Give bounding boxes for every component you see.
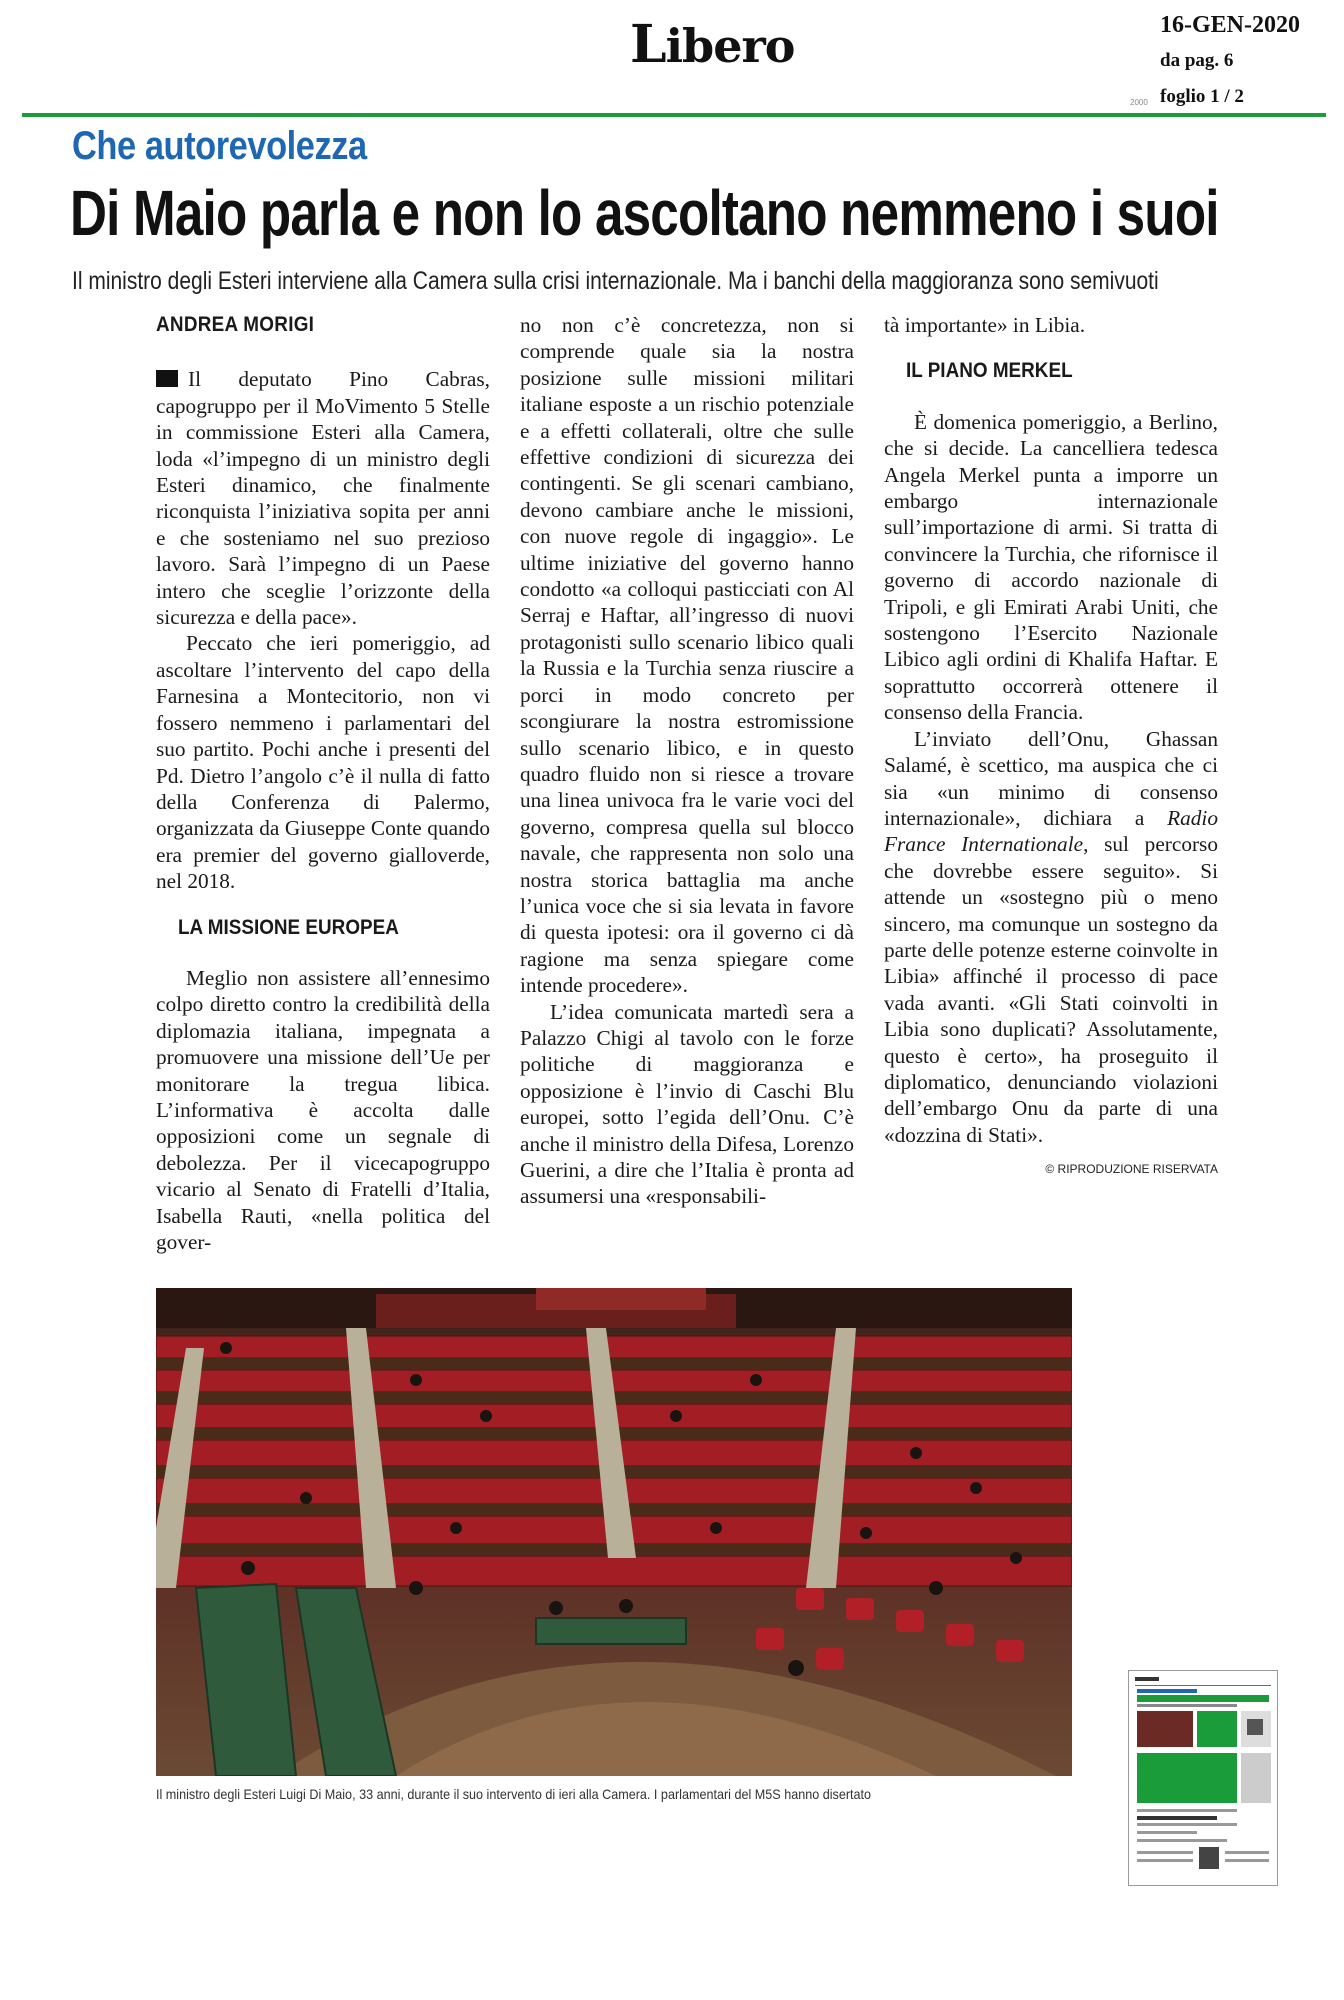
paragraph: Peccato che ieri pomeriggio, ad ascoltare l’intervento del capo della Farnesina a Montecitorio, non vi fossero nemmeno i parlamentari del suo partito. Pochi anche i presenti del Pd. Dietro l’angolo c’è il nulla di fatto della Conferenza di Palermo, organizzata da Giuseppe Conte quando era premier del governo gialloverde, nel 2018. <box>156 631 490 894</box>
paragraph-text: , sul percorso che dovrebbe essere seguito». Si attende un «sostegno più o meno sincero, ma comunque un sostegno da parte delle potenze esterne coinvolte in Libia» affinché il processo di pace vada avanti. «Gli Stati coinvolti in Libia sono duplicati? Assolutamente, questo è certo», ha proseguito il diplomatico, denunciando violazioni dell’embargo Onu da parte di una «dozzina di Stati». <box>884 832 1218 1147</box>
newspaper-logo: Libero <box>630 14 795 75</box>
tiny-code: 2000 <box>1130 98 1148 107</box>
paragraph-text: Il deputato Pino Cabras, capogruppo per il MoVimento 5 Stelle in commissione Esteri alla Camera, loda «l’impegno di un ministro degli Esteri dinamico, che finalmente riconquista l’iniziativa sopita per anni e che sosteniamo nel suo prezioso lavoro. Sarà l’impegno di un Paese intero che sceglie l’orizzonte della sicurezza e della pace». <box>156 367 490 630</box>
section-heading: IL PIANO MERKEL <box>906 359 1073 383</box>
logo-rest: ibero <box>665 19 795 73</box>
article-subhead: Il ministro degli Esteri interviene alla Camera sulla crisi internazionale. Ma i banchi della maggioranza sono semivuoti <box>72 267 1159 295</box>
paragraph: È domenica pomeriggio, a Berlino, che si decide. La cancelliera tedesca Angela Merkel punta a imporre un embargo internazionale sull’importazione di armi. Si tratta di convincere la Turchia, che rifornisce il governo di accordo nazionale di Tripoli, e gli Emirati Arabi Uniti, che sostengono l’Esercito Nazionale Libico agli ordini di Khalifa Haftar. E soprattutto occorrerà ottenere il consenso della Francia. <box>884 409 1218 725</box>
paragraph: Meglio non assistere all’ennesimo colpo diretto contro la credibilità della diplomazia italiana, impegnata a promuovere una missione dell’Ue per monitorare la tregua libica. L’informativa è accolta dalle opposizioni come un segnale di debolezza. Per il vicecapogruppo vicario al Senato di Fratelli d’Italia, Isabella Rauti, «nella politica del gover- <box>156 965 490 1254</box>
page-reference: da pag. 6 <box>1160 50 1234 71</box>
section-heading: LA MISSIONE EUROPEA <box>178 915 399 939</box>
byline: ANDREA MORIGI <box>156 313 315 336</box>
photo-caption: Il ministro degli Esteri Luigi Di Maio, 33 anni, durante il suo intervento di ieri alla Camera. I parlamentari del M5S hanno disertato <box>156 1786 872 1802</box>
header-rule <box>22 113 1326 117</box>
paragraph-text: L’inviato dell’Onu, Ghassan Salamé, è scettico, ma auspica che ci sia «un minimo di consenso internazionale», dichiara a <box>884 726 1218 830</box>
copyright-notice: © RIPRODUZIONE RISERVATA <box>1045 1162 1218 1177</box>
paragraph <box>884 726 1218 1149</box>
paragraph: tà importante» in Libia. <box>884 313 1086 337</box>
issue-date: 16-GEN-2020 <box>1160 12 1300 38</box>
chamber-photo <box>156 1288 1072 1776</box>
article-kicker: Che autorevolezza <box>72 124 367 168</box>
article-column-3 <box>884 312 1218 1183</box>
article-column-1 <box>156 312 490 1255</box>
paragraph: no non c’è concretezza, non si comprende quale sia la nostra posizione sulle missioni militari italiane esposte a un rischio potenziale e a effetti collaterali, oltre che sulle effettive condizioni di sicurezza dei contingenti. Se gli scenari cambiano, devono cambiare anche le missioni, con nuove regole di ingaggio». Le ultime iniziative del governo hanno condotto «a colloqui pasticciati con Al Serraj e Haftar, all’ingresso di nuovi protagonisti sullo scenario libico quali la Russia e la Turchia senza riuscire a porci in modo concreto per scongiurare la nostra estromissione sullo scenario libico, e in questo quadro fluido non si riesce a trovare una linea univoca fra le varie voci del governo, compresa quella sul blocco navale, che rappresenta non solo una nostra storica battaglia ma anche l’unica voce che si sia levata in favore di questa ipotesi: ora il governo ci dà ragione ma senza spiegare come intende procedere». <box>520 313 854 998</box>
paragraph: L’idea comunicata martedì sera a Palazzo Chigi al tavolo con le forze politiche di maggioranza e opposizione è l’invio di Caschi Blu europei, sotto l’egida dell’Onu. C’è anche il ministro della Difesa, Lorenzo Guerini, a dire che l’Italia è pronta ad assumersi una «responsabili- <box>520 999 854 1209</box>
page-thumbnail <box>1128 1670 1278 1886</box>
square-bullet-icon <box>156 370 178 387</box>
sheet-reference: foglio 1 / 2 <box>1160 86 1244 107</box>
article-headline: Di Maio parla e non lo ascoltano nemmeno i suoi <box>70 177 1219 249</box>
italic-text: Radio France Internationale <box>884 805 1218 857</box>
paragraph <box>156 366 490 630</box>
article-column-2 <box>520 312 854 1210</box>
